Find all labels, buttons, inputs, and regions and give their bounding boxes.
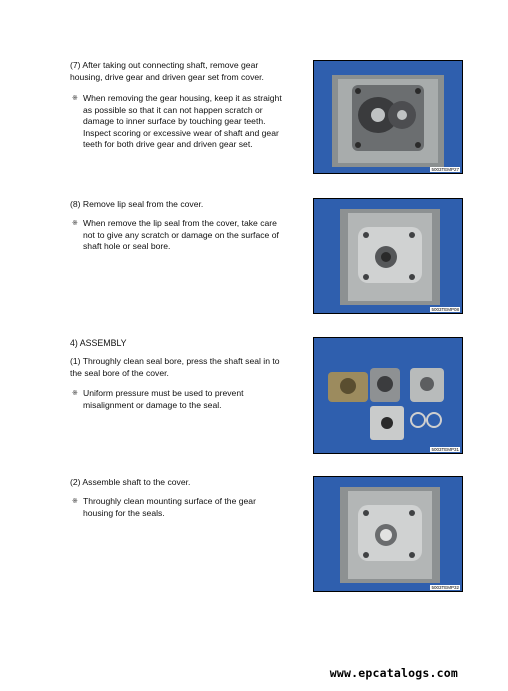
assembly-note-2	[72, 496, 288, 519]
photo-shaft-assembled	[313, 476, 463, 592]
note-7-text-2: Inspect scoring or excessive wear of shaft and gear teeth for both drive gear and driven gear set.	[83, 127, 279, 150]
assembly-step-2	[70, 477, 288, 489]
note-mark-icon: ※	[72, 220, 78, 227]
photo-disassembled-parts	[313, 337, 463, 454]
assembly-step-1	[70, 356, 288, 379]
gear-cover-photo-graphic	[314, 61, 462, 173]
note-7	[72, 93, 288, 151]
note-mark-icon: ※	[72, 95, 78, 102]
note-mark-icon: ※	[72, 390, 78, 397]
cover-plate-photo-graphic	[314, 199, 462, 313]
photo-caption: 5003TEMP08	[431, 307, 459, 312]
parts-photo-graphic	[314, 338, 462, 453]
assembly-step-2-text: (2) Assemble shaft to the cover.	[70, 477, 191, 487]
photo-caption: 5003TEMP32	[431, 585, 459, 590]
assembly-note-2-text: Throughly clean mounting surface of the gear housing for the seals.	[83, 496, 256, 518]
footer-url: www.epcatalogs.com	[329, 666, 458, 680]
assembly-step-1-text: (1) Throughly clean seal bore, press the shaft seal in to the seal bore of the cover.	[70, 356, 280, 378]
section-heading-assembly: 4) ASSEMBLY	[70, 338, 127, 348]
photo-lip-seal-cover	[313, 198, 463, 314]
step-8	[70, 199, 288, 211]
photo-gear-housing-removed	[313, 60, 463, 174]
photo-caption: 5003TEMP27	[431, 167, 459, 172]
note-mark-icon: ※	[72, 498, 78, 505]
assembly-note-1	[72, 388, 288, 411]
step-8-text: (8) Remove lip seal from the cover.	[70, 199, 204, 209]
step-7-text: (7) After taking out connecting shaft, remove gear housing, drive gear and driven gear set from cover.	[70, 60, 264, 82]
shaft-cover-photo-graphic	[314, 477, 462, 591]
assembly-note-1-text: Uniform pressure must be used to prevent misalignment or damage to the seal.	[83, 388, 244, 410]
step-7	[70, 60, 288, 83]
note-7-text: When removing the gear housing, keep it as straight as possible so that it can not happen scratch or damage to inner surface by touching gear teeth.	[83, 93, 282, 127]
photo-caption: 5003TEMP31	[431, 447, 459, 452]
note-8-text: When remove the lip seal from the cover, take care not to give any scratch or damage on the surface of shaft hole or seal bore.	[83, 218, 279, 252]
note-8	[72, 218, 288, 253]
